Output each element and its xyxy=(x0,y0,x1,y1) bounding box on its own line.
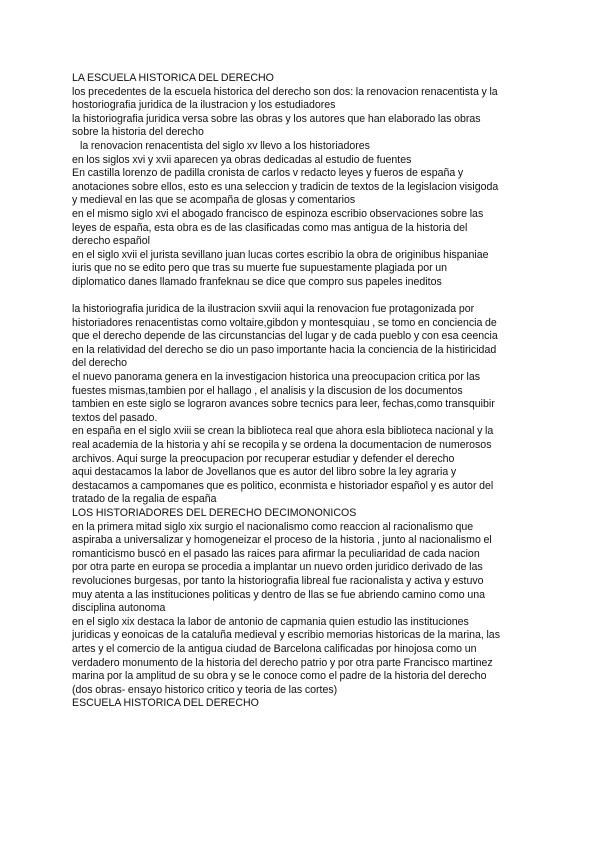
text-line: verdadero monumento de la historia del derecho patrio y por otra parte Francisco martinez xyxy=(72,656,493,669)
text-line: archivos. Aqui surge la preocupacion por recuperar estudiar y defender el derecho xyxy=(72,452,455,465)
text-line: marina por la amplitud de su obra y se le conoce como el padre de la historia del derecho xyxy=(72,670,487,683)
text-line: por otra parte en europa se procedia a implantar un nuevo orden juridico derivado de las xyxy=(72,561,483,574)
text-line: en los siglos xvi y xvii aparecen ya obras dedicadas al estudio de fuentes xyxy=(72,153,412,166)
text-line: y medieval en las que se acompaña de glosas y comentarios xyxy=(72,194,356,207)
text-line: en la primera mitad siglo xix surgio el nacionalismo como reaccion al racionalismo que xyxy=(72,520,474,533)
text-line: iuris que no se edito pero que tras su muerte fue supuestamente plagiada por un xyxy=(72,262,448,275)
text-line: artes y el comercio de la antigua ciudad de Barcelona calificadas por hinojosa como un xyxy=(72,642,477,655)
text-line: muy atenta a las instituciones politicas y dentro de llas se fue abriendo camino como una xyxy=(72,588,486,601)
text-line: en el mismo siglo xvi el abogado francisco de espinoza escribio observaciones sobre las xyxy=(72,207,484,220)
text-line: que el derecho depende de las circunstancias del lugar y de cada pueblo y con esa ceencia xyxy=(72,330,498,343)
text-line: historiadores renacentistas como voltaire,gibdon y montesquiau , se tomo en conciencia de xyxy=(72,316,497,329)
text-line: tambien en este siglo se lograron avances sobre tecnics para leer, fechas,como transquibir xyxy=(72,398,495,411)
text-line: sobre la historia del derecho xyxy=(72,126,204,139)
text-line: en la relatividad del derecho se dio un paso importante hacia la conciencia de la histiricidad xyxy=(72,343,497,356)
section-heading: LA ESCUELA HISTORICA DEL DERECHO xyxy=(72,72,274,84)
text-line: en el siglo xvii el jurista sevillano juan lucas cortes escribio la obra de originibus hispaniae xyxy=(72,248,489,261)
text-line: tratado de la regalia de españa xyxy=(72,493,217,506)
text-line: anotaciones sobre ellos, esto es una seleccion y tradicin de textos de la legislacion visigoda xyxy=(72,180,499,193)
text-line: aspiraba a universalizar y homogeneizar el proceso de la historia , junto al nacionalismo el xyxy=(72,534,492,547)
text-line: diplomatico danes llamado franfeknau se dice que compro sus papeles ineditos xyxy=(72,275,442,288)
text-line: hostoriografia juridica de la ilustracion y los estudiadores xyxy=(72,99,336,112)
text-line: la historiografia juridica versa sobre las obras y los autores que han elaborado las obras xyxy=(72,112,481,125)
text-line: disciplina autonoma xyxy=(72,602,166,615)
text-line: los precedentes de la escuela historica del derecho son dos: la renovacion renacentista y la xyxy=(72,85,498,98)
text-line: el nuevo panorama genera en la investigacion historica una preocupacion critica por las xyxy=(72,371,481,384)
text-line: fuestes mismas,tambien por el hallago , el analisis y la discusion de los documentos xyxy=(72,384,463,397)
text-line: derecho español xyxy=(72,235,151,248)
text-line: real academia de la historia y ahí se recopila y se ordena la documentacion de numerosos xyxy=(72,439,492,452)
text-line: juridicas y eonoicas de la cataluña medieval y escribio memorias historicas de la marina, las xyxy=(72,629,500,642)
text-line: (dos obras- ensayo historico critico y teoria de las cortes) xyxy=(72,683,338,696)
text-line: En castilla lorenzo de padilla cronista de carlos v redacto leyes y fueros de españa y xyxy=(72,167,464,180)
blank-line xyxy=(72,290,542,304)
text-line: en el siglo xix destaca la labor de antonio de capmania quien estudio las instituciones xyxy=(72,615,469,628)
section-heading: ESCUELA HISTORICA DEL DERECHO xyxy=(72,697,259,710)
text-line: destacamos a campomanes que es politico, econmista e historiador español y es autor del xyxy=(72,479,494,492)
text-line: la historiografia juridica de la ilustracion sxviii aqui la renovacion fue protagonizada por xyxy=(72,303,475,316)
text-line: aqui destacamos la labor de Jovellanos que es autor del libro sobre la ley agraria y xyxy=(72,466,457,479)
text-line: revoluciones burgesas, por tanto la historiografia libreal fue racionalista y activa y estuvo xyxy=(72,574,484,587)
text-line: en españa en el siglo xviii se crean la biblioteca real que ahora esla biblioteca nacional y la xyxy=(72,425,494,438)
text-line: la renovacion renacentista del siglo xv llevo a los historiadores xyxy=(80,139,370,152)
text-line: textos del pasado. xyxy=(72,411,158,424)
text-line: leyes de españa, esta obra es de las clasificadas como mas antigua de la historia del xyxy=(72,221,468,234)
text-line: romanticismo buscó en el pasado las raices para afirmar la peculiaridad de cada nacion xyxy=(72,547,480,560)
section-heading: LOS HISTORIADORES DEL DERECHO DECIMONONICOS xyxy=(72,507,357,519)
text-line: del derecho xyxy=(72,357,128,370)
document-body xyxy=(72,72,542,711)
